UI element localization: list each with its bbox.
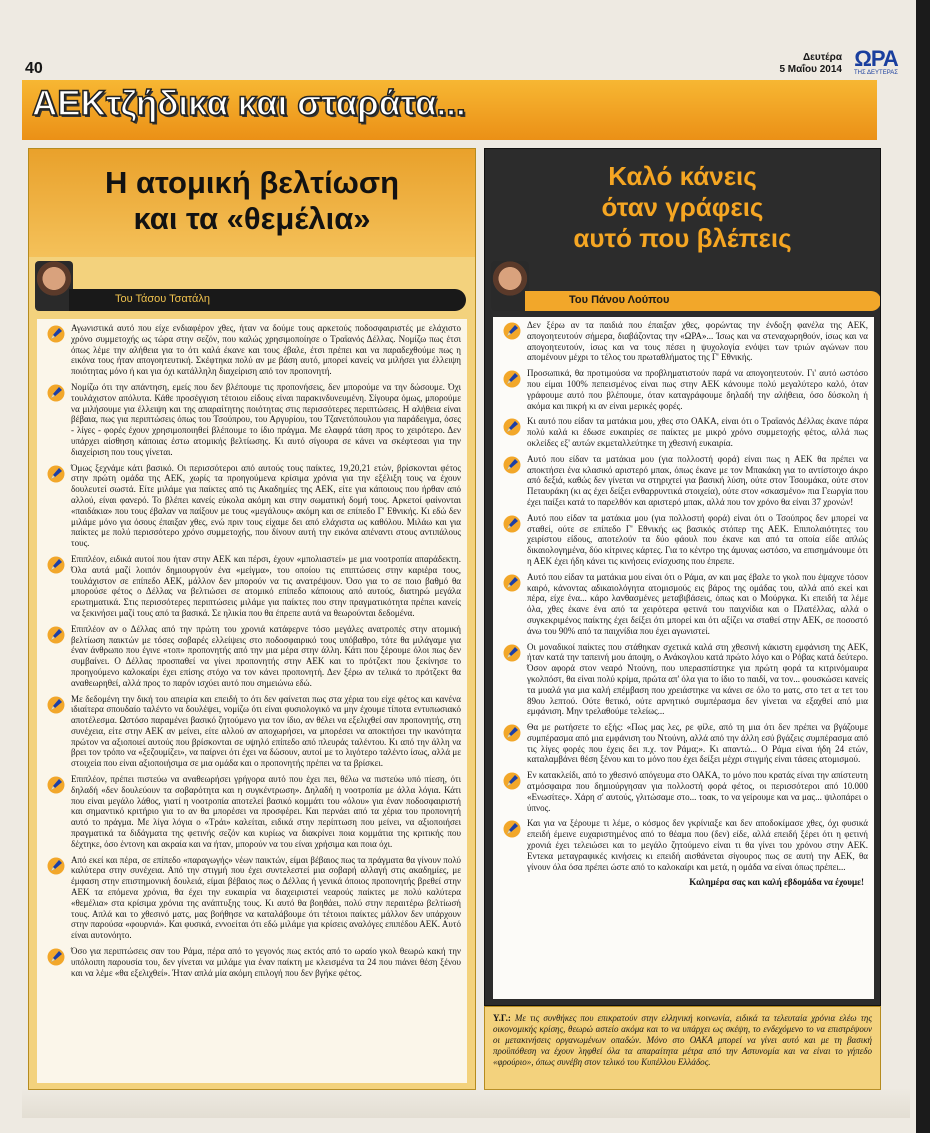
left-paragraph: Επιπλέον, ειδικά αυτοί που ήταν στην ΑΕΚ και πέρσι, έχουν «μπολιαστεί» με μια νοοτροπία απαράδεκτη. Όλα αυτά μαζί λοιπόν δημιουργούν ένα «μείγμα», του οποίου τις επιπτώσεις στην καριέρα τους, τουλάχιστον σε επίπεδο ΑΕΚ, μάλλον δεν μπορούν να τις ανατρέψουν. Όσο για το σε ποιο βαθμό θα μπορούσε φέτος ο Δέλλας να βελτιώσει σε ατομικό επίπεδο κάποιους από αυτούς, διατηρώ μεγάλα ερωτηματικά. Στις περισσότερες περιπτώσεις μιλάμε για παίκτες που στην πραγματικότητα πρέπει κανείς να ξεκινήσει μαζί τους από τα βασικά. Σε ηλικία που θα έπρεπε αυτά να θεωρούνται δεδομένα.: [43, 554, 461, 619]
pen-icon: [503, 418, 521, 436]
postscript-text: Με τις συνθήκες που επικρατούν στην ελληνική κοινωνία, ειδικά τα τελευταία χρόνια ελέω της οικονομικής κρίσης, θεωρώ αστείο ακόμα και το να υπάρχει ως σκέψη, το ενδεχόμενο το να επιστρέψουν οι μετακινήσεις οργανωμένων οπαδών. Μόνο στο ΟΑΚΑ μπορεί να γίνει αυτό και με τη βασική προϋπόθεση να έχουν ληφθεί όλα τα απαραίτητα μέτρα από την Αστυνομία και να είναι το γήπεδο «φρούριο», όπως συνέβη στον τελικό του Κυπέλλου Ελλάδος.: [493, 1013, 872, 1067]
pen-icon: [47, 384, 65, 402]
page-number: 40: [25, 60, 43, 77]
right-paragraph: Αυτό που είδαν τα ματάκια μου (για πολλοστή φορά) είναι πως η ΑΕΚ θα πρέπει να αποκτήσει ένα κλασικό αριστερό μπακ, όπως έκανε με τον Μπακάκη για το αντίστοιχο άκρο από δεξιά, καθώς δεν γίνεται να στηριχτεί για βασική λύση, ούτε στον Τσουμάκα, ούτε στον Πεταυράκη (κι ας έχει δείξει ενθαρρυντικά στοιχεία), ούτε στον «σκασμένο» πια Γεωργία που έχει παίξει κατά το παρελθόν και αριστερό μπακ, αλλά που τον χρόνο θα είναι 37 χρονών!: [499, 454, 868, 508]
left-headline: [29, 165, 475, 237]
postscript-label: Υ.Γ.:: [493, 1013, 511, 1023]
issue-date: 5 Μαΐου 2014: [779, 64, 842, 75]
left-article: [28, 148, 476, 1090]
right-paragraph: Θα με ρωτήσετε το εξής: «Πως μας λες, ρε φίλε, από τη μια ότι δεν πρέπει να βγάζουμε συμπέρασμα από μια εμφάνιση του Ντούνη, αλλά από την άλλη εσύ βγάζεις συμπέρασμα από τις λίγες φορές που έχεις δει π.χ. τον Ράμα;». Κι απαντώ... Ο Ράμα είναι ήδη 24 ετών, καταλαμβάνει θέση ξένου και το μόνο που έχει δείξει μέχρι στιγμής είναι τάσεις ατομισμού.: [499, 722, 868, 765]
left-paragraph: Νομίζω ότι την απάντηση, εμείς που δεν βλέπουμε τις προπονήσεις, δεν μπορούμε να την δώσουμε. Όχι τουλάχιστον απόλυτα. Κάθε προσέγγιση τέτοιου είδους είναι παρακινδυνευμένη. Σίγουρα όμως, μπορούμε να μιλήσουμε για έλλειψη και της απαραίτητης ποιότητας στις περισσότερες περιπτώσεις. Η αλήθεια είναι βέβαια, πως για περιπτώσεις όπως του Τσούπρου, του Αργυρίου, του Τζανετόπουλου για παράδειγμα, όσες - λίγες - φορές έχουν χρησιμοποιηθεί βλέπουμε το ίδιο πράγμα. Με ελαφρά τάση προς το χειρότερο. Δεν υπάρχει αίσθηση κάποιας έστω ατομικής βελτίωσης. Κι αυτό σίγουρα σε κάνει να σκέφτεσαι για την διαχείριση που τους γίνεται.: [43, 382, 461, 458]
right-paragraph: Εν κατακλείδι, από το χθεσινό απόγευμα στο ΟΑΚΑ, το μόνο που κρατάς είναι την απίστευτη ατμόσφαιρα που δημιούργησαν για πολλοστή φορά φέτος, οι περισσότεροι από 10.000 «Ενωσίτες». Χάρη σ' αυτούς, γλιτώσαμε στο... τοακ, το να γείρουμε και να μας... ψιλοπάρει ο ύπνος.: [499, 770, 868, 813]
pen-icon: [503, 322, 521, 340]
left-headline-line-1: Η ατομική βελτίωση: [104, 165, 400, 200]
right-paragraph: Οι μοναδικοί παίκτες που στάθηκαν σχετικά καλά στη χθεσινή κάκιστη εμφάνιση της ΑΕΚ, ήταν κατά την ταπεινή μου άποψη, ο Ανάκογλου κατά πρώτο λόγο και ο Ρόβας κατά δεύτερο. Όσον αφορά στον νεαρό Ντούνη, που υπερασπίστηκε για πρώτη φορά τα κιτρινόμαυρα γκολπόστ, θα είναι πολύ κρίμα, πρώτα απ' όλα για το ίδιο το παιδί, να τον... φουσκώσει κανείς τα μυαλά για μια καλή επέμβαση που χρειάστηκε να κάνει σε όλο το ματς, στο τετ α τετ του 89ου λεπτού. Ούτε θετικό, ούτε αρνητικό συμπέρασμα δεν γίνεται να εξαχθεί από μια εμφάνιση. Μην τρελαθούμε τελείως...: [499, 642, 868, 718]
right-byline-bar: [525, 291, 881, 311]
right-headline-box: [495, 155, 870, 255]
right-paragraph: Προσωπικά, θα προτιμούσα να προβληματιστούν παρά να απογοητευτούν. Γι' αυτό ωστόσο που είμαι 100% πεπεισμένος είναι πως στην ΑΕΚ κάνουμε πολύ μεγαλύτερο καλό, όταν γράφουμε αυτό που βλέπουμε, όταν καταγράφουμε δηλαδή την αλήθεια, όσο δύσκολη ή ακόμα και πικρή κι αν είναι μερικές φορές.: [499, 368, 868, 411]
pen-icon: [503, 370, 521, 388]
pen-icon: [47, 857, 65, 875]
scan-edge: [916, 0, 930, 1133]
postscript: [493, 1013, 872, 1068]
left-paragraph: Επιπλέον αν ο Δέλλας από την πρώτη του χρονιά κατάφερνε τόσο μεγάλες ανατροπές στην ατομική βελτίωση παικτών με τόσες σοβαρές ελλείψεις στο ποδοσφαιρικό τους υπόβαθρο, τότε θα μιλάγαμε για έναν άνθρωπο που έγινε «τοπ» προπονητής από την μια μέρα στην άλλη. Κάτι που ξέρουμε όλοι πως δεν συμβαίνει. Ο Δέλλας προσπαθεί να γίνει προπονητής στην ΑΕΚ και το πρότζεκτ που ξεκίνησε το προηγούμενο καλοκαίρι έχει επίσης στόχο να τον κάνει προπονητή. Δεν ξέρω αν τελικά το πρότζεκτ θα αναθεωρηθεί, αλλά προς το παρόν ισχύει αυτό που σημειώνω εδώ.: [43, 624, 461, 689]
author-photo-left: [35, 261, 73, 311]
newspaper-page: [22, 18, 910, 1118]
pen-icon: [503, 820, 521, 838]
pen-icon: [47, 696, 65, 714]
left-paragraph: Όμως ξεχνάμε κάτι βασικό. Οι περισσότεροι από αυτούς τους παίκτες, 19,20,21 ετών, βρίσκονται φέτος στην πρώτη ομάδα της ΑΕΚ, χωρίς τα προηγούμενα κρίσιμα χρόνια για την εξέλιξη τους να έχουν δουλευτεί σωστά. Είτε μιλάμε για παίκτες από τις Ακαδημίες της ΑΕΚ, είτε για κάποιους που ήρθαν από αλλού, είναι φανερό. Το βλέπει κανείς εύκολα ακόμη και στην σωματική δομή τους. Αρκετοί φαίνονται «παιδάκια» που τους έβαλαν να παίξουν με τους «μεγάλους» ακόμη και σε επίπεδο Γ' Εθνικής. Κι εδώ δεν μιλάμε μόνο για όσους έπαιξαν χθες, ενώ πριν τους είχαμε δει από ελάχιστα ως καθόλου. Μιλάω και για παίκτες με πολύ περισσότερο χρόνο συμμετοχής, που δίνουν αυτή την εικόνα απέναντι στους αντιπάλους τους.: [43, 463, 461, 549]
pen-icon: [47, 626, 65, 644]
right-paragraph: Δεν ξέρω αν τα παιδιά που έπαιξαν χθες, φορώντας την ένδοξη φανέλα της ΑΕΚ, απογοητευτούν σήμερα, διαβάζοντας την «ΩΡΑ»... Ίσως και να στεναχωρηθούν, ίσως και να απογοητευτούν, ίσως και να τους πέσει η ψυχολογία ενόψει των τριών αγώνων που απομένουν μέχρι το τέλος του πρωταθλήματος της Γ' Εθνικής.: [499, 320, 868, 363]
right-paragraph: Και για να ξέρουμε τι λέμε, ο κόσμος δεν γκρίνιαξε και δεν αποδοκίμασε χθες, όχι φυσικά επειδή έμεινε ευχαριστημένος από το θέαμα που (δεν) είδε, αλλά επειδή ξέρει ότι η φετινή χρονιά έχει τελειώσει και το μεγάλο ζητούμενο είναι τι θα γίνει του χρόνου στην ΑΕΚ. Εντεκα μεταγραφικές κινήσεις κι επειδή αισθάνεται σίγουρος πως σε αυτή την ΑΕΚ, θα γίνουν όλα όσα πρέπει ώστε από το καλοκαίρι και μετά, η ομάδα να είναι όπως πρέπει...: [499, 818, 868, 872]
right-headline-line-1: Καλό κάνεις: [608, 161, 757, 191]
pen-icon: [503, 515, 521, 533]
pen-icon: [47, 325, 65, 343]
pen-icon: [47, 948, 65, 966]
right-article: [484, 148, 881, 1006]
pen-icon: [503, 644, 521, 662]
right-paragraph: Αυτό που είδαν τα ματάκια μου (για πολλοστή φορά) είναι ότι ο Τσούπρος δεν μπορεί να σταθεί, ούτε σε επίπεδο Γ' Εθνικής ως βασικός στόπερ της ΑΕΚ. Επιπολαιότητες του χειρίστου είδους, αποτελούν τα δύο φάουλ που έκανε και από τα οποία είδε απλώς δικαιολογημένα, δύο κίτρινες κάρτες. Για το κέντρο της άμυνας ωστόσο, να επισημάνουμε ότι η ΑΕΚ έχει ήδη κάνει τις κινήσεις ενίσχυσης που έπρεπε.: [499, 513, 868, 567]
logo-subtitle: ΤΗΣ ΔΕΥΤΕΡΑΣ: [854, 70, 898, 76]
right-headline-line-2: όταν γράφεις: [601, 192, 764, 222]
left-paragraph: Από εκεί και πέρα, σε επίπεδο «παραγωγής» νέων παικτών, είμαι βέβαιος πως τα πράγματα θα γίνουν πολύ καλύτερα στην συνέχεια. Από την στιγμή που έχει συντελεστεί μια σοβαρή αλλαγή στις ακαδημίες, με έμφαση στην επιστημονική δουλειά, είμαι βέβαιος πως ο Δέλλας ή γενικά όποιος προπονητής βρεθεί στην ΑΕΚ τα επόμενα χρόνια, θα έχει την ευκαιρία να διαχειριστεί νεαρούς παίκτες με πολύ καλύτερα «θεμέλια» στα κρίσιμα χρόνια της ανάπτυξης τους. Κι αυτό θα βοηθάει, πολύ στην περαιτέρω βελτίωσή τους. Απλά και το χθεσινό ματς, μας βοήθησε να καταλάβουμε ότι τέτοιοι παίκτες μάλλον δεν υπάρχουν στην παρούσα «φουρνιά». Και φυσικά, εννοείται ότι εδώ μιλάμε για κρίσεις αναλόγες επιπέδου ΑΕΚ. Αυτό είναι αυτονόητο.: [43, 855, 461, 941]
pen-icon: [503, 456, 521, 474]
pen-icon: [503, 772, 521, 790]
left-paragraph: Αγωνιστικά αυτό που είχε ενδιαφέρον χθες, ήταν να δούμε τους αρκετούς ποδοσφαιριστές με ελάχιστο χρόνο συμμετοχής ως τώρα στην σεζόν, που καλώς χρησιμοποίησε ο Τραϊανός Δέλλας. Νομίζω πως έτσι όπως λέμε την αλήθεια για το ότι καλά έκανε και τους έβαλε, έτσι πρέπει και να παραδεχθούμε πως η εικόνα τους ήταν απογοητευτική. Σκέφτηκα πολύ αν με βάση αυτό, μπορεί κανείς να μιλήσει για έλλειψη ποιότητας μόνο ή και για όχι κατάλληλη διαχείριση από τον προπονητή.: [43, 323, 461, 377]
pen-icon: [47, 465, 65, 483]
left-paragraph: Επιπλέον, πρέπει πιστεύω να αναθεωρήσει γρήγορα αυτό που έχει πει, θέλω να πιστεύω υπό πίεση, ότι δηλαδή «δεν δουλεύουν τα σοβαρότητα και η συγκέντρωση». Δηλαδή η νοοτροπία με άλλα λόγια. Κάτι που είναι μεγάλο λάθος, γιατί η νοοτροπία αποτελεί βασικό κομμάτι του «όλου» για έναν ποδοσφαιριστή και σημαντικό κριτήριο για το αν θα μπορέσει να προσφέρει. Και περνάει από τα χέρια του προπονητή αυτό το πράγμα. Με λίγα λόγια ο «Τράι» καλείται, ειδικά στην περίπτωση που μείνει, να αξιοποιήσει πραγματικά τα διδάγματα της φετινής σεζόν και κυρίως να διακρίνει ποια κομμάτια της κριτικής που δέχτηκε, όσο έντονη και ακραία και να ήταν, μπορούν να του είναι χρήσιμα και ποια όχι.: [43, 774, 461, 850]
right-article-body: [493, 317, 874, 999]
right-headline-line-3: αυτό που βλέπεις: [573, 223, 792, 253]
publication-logo: [846, 48, 906, 76]
section-banner: [22, 80, 877, 140]
right-paragraph: Αυτό που είδαν τα ματάκια μου είναι ότι ο Ράμα, αν και μας έβαλε το γκολ που έψαχνε τόσον καιρό, κάνοντας αδικαιολόγητα ατομισμούς εις βάρος της ομάδας του, αλλά από εκεί και πέρα, είχε ένα... κάρο λανθασμένες μεταβιβάσεις, όπως και ο Μούργκα. Κι επειδή τα λέμε όλα, χθες έκανε ένα από τα χειρότερα φετινά του παιχνίδια και ο Πλατέλλας, αλλά ο συγκεκριμένος παίκτης έχει δείξει ότι μπορεί και ότι αξίζει να σταθεί στην ΑΕΚ, σε ποσοστό άνω του 90% από τα παιχνίδια που έχει αγωνιστεί.: [499, 572, 868, 637]
pen-icon: [503, 724, 521, 742]
right-byline: Του Πάνου Λούπου: [569, 294, 670, 306]
left-paragraph: Με δεδομένη την δική του απειρία και επειδή το ότι δεν φαίνεται πως στα χέρια του είχε φέτος και κανένα ιδιαίτερα σπουδαίο ταλέντο να δουλέψει, νομίζω ότι είναι φυσιολογικό να μην έχουμε τίποτα εντυπωσιακό αποτέλεσμα. Ωστόσο παραμένει βασικό ζητούμενο για τον ίδιο, αν θέλει να εξελιχθεί σαν προπονητής, στη συνέχεια, είτε στην ΑΕΚ αν μείνει, είτε αλλού αν αποχωρήσει, να μπορέσει να αποκτήσει την ικανότητα πρώτον να αξιοποιεί αυτούς που βρίσκονται σε υψηλό επίπεδο από πλευράς ταλέντου. Κι από την άλλη να βρει τον τρόπο να «ξεζουμίζει», να παίρνει ότι έχει να δώσουν, αυτοί με το λιγότερο ταλέντο ίσως, αλλά με στοιχεία που είναι αξιοποιήσιμα σε μια ομάδα και ο προπονητής πρέπει να τα βρίσκει.: [43, 694, 461, 770]
page-bottom-shadow: [22, 1088, 910, 1118]
right-headline: [495, 161, 870, 254]
left-byline: Του Τάσου Τσατάλη: [115, 293, 210, 305]
postscript-box: [484, 1006, 881, 1090]
logo-word: ΩΡΑ: [854, 46, 898, 71]
right-paragraph: Κι αυτό που είδαν τα ματάκια μου, χθες στο ΟΑΚΑ, είναι ότι ο Τραϊανός Δέλλας έκανε πάρα πολύ καλά κι έδωσε ευκαιρίες σε παίκτες με μικρό χρόνο συμμετοχής φέτος, αλλά πως οκλείδες εξ' αυτών εκμεταλλεύτηκε τη χθεσινή ευκαιρία.: [499, 416, 868, 448]
left-article-body: [37, 319, 467, 1083]
left-paragraph: Όσο για περιπτώσεις σαν του Ράμα, πέρα από το γεγονός πως εκτός από το ωραίο γκολ θεωρώ κακή την υπόλοιπη παρουσία του, δεν γίνεται να μιλάμε για έναν παίκτη με κλεισμένα τα 24 που πιάνει θέση ξένου και να λέμε «θα εξελιχθεί». Ήταν απλά μία ακόμη επιλογή που δεν βγήκε φέτος.: [43, 946, 461, 978]
closing-line: Καλημέρα σας και καλή εβδομάδα να έχουμε!: [689, 877, 864, 888]
left-headline-line-2: και τα «θεμέλια»: [133, 201, 371, 236]
dateline: [779, 52, 842, 76]
section-title: ΑΕΚτζήδικα και σταράτα...: [32, 84, 466, 123]
left-byline-bar: [69, 289, 466, 311]
pen-icon: [503, 574, 521, 592]
author-photo-right: [491, 261, 529, 311]
pen-icon: [47, 776, 65, 794]
left-headline-box: [29, 149, 475, 257]
issue-day: Δευτέρα: [802, 52, 842, 63]
pen-icon: [47, 556, 65, 574]
